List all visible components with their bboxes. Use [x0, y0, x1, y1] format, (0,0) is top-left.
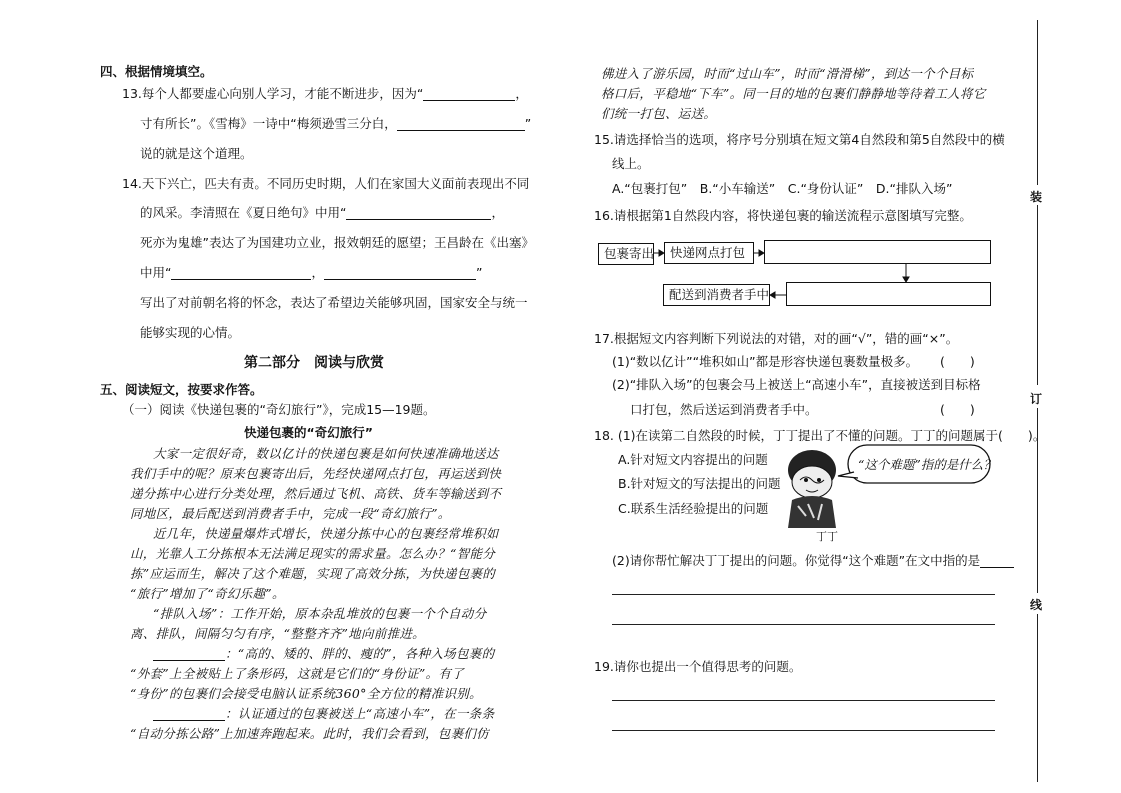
q14-comma: ， [491, 205, 504, 220]
speech-bubble-text: “这个难题”指的是什么？ [858, 457, 996, 472]
q15-line2: 线上。 [612, 156, 650, 171]
p4-blank[interactable] [153, 647, 225, 661]
q14-blank-3[interactable] [324, 266, 476, 280]
binding-line-segment-4 [1037, 614, 1038, 782]
passage-p4-line3: “身份”的包裹们会接受电脑认证系统360°全方位的精准识别。 [130, 686, 482, 701]
q18-option-a: A.针对短文内容提出的问题 [618, 452, 768, 467]
flow-box-send: 包裹寄出 [598, 243, 654, 265]
dingding-label: 丁丁 [816, 530, 838, 543]
passage-p5-line1 [153, 706, 494, 721]
q15-line1: 15.请选择恰当的选项，将序号分别填在短文第4自然段和第5自然段中的横 [594, 132, 1005, 147]
binding-mark-ding: 订 [1030, 392, 1043, 406]
passage-p5-line4: 格口后，平稳地“下车”。同一目的地的包裹们静静地等待着工人将它 [601, 86, 986, 101]
passage-p2-line3: 拣”应运而生，解决了这个难题，实现了高效分拣，为快递包裹的 [130, 566, 496, 581]
q18-part2 [612, 553, 1014, 568]
q14-blank-1[interactable] [346, 206, 491, 220]
p5-text-1: ：认证通过的包裹被送上“高速小车”，在一条条 [225, 706, 495, 721]
binding-line-vertical [1037, 20, 1038, 185]
binding-line-segment-3 [1037, 408, 1038, 593]
q18-line1: 18. (1)在读第二自然段的时候，丁丁提出了不懂的问题。丁丁的问题属于( )。 [594, 428, 1046, 443]
dingding-illustration [778, 440, 1008, 540]
flow-box-deliver: 配送到消费者手中 [663, 284, 770, 306]
q14-line6: 能够实现的心情。 [140, 325, 241, 340]
section-5-title: 五、阅读短文，按要求作答。 [100, 382, 263, 397]
q14-text-2: 的风采。李清照在《夏日绝句》中用“ [140, 205, 347, 220]
subsection-1-title: （一）阅读《快递包裹的“奇幻旅行”》，完成15—19题。 [122, 402, 436, 417]
passage-p3-line1: “排队入场”：工作开始，原本杂乱堆放的包裹一个个自动分 [153, 606, 487, 621]
q14-line2 [140, 205, 504, 220]
q13-text-1: 13.每个人都要虚心向别人学习，才能不断进步，因为“ [122, 86, 424, 101]
binding-line-segment-2 [1037, 205, 1038, 385]
q18-option-b: B.针对短文的写法提出的问题 [618, 476, 781, 491]
q17-item2-line1: (2)“排队入场”的包裹会马上被送上“高速小车”，直接被送到目标格 [612, 377, 981, 392]
q17-prompt: 17.根据短文内容判断下列说法的对错，对的画“√”，错的画“×”。 [594, 331, 959, 346]
passage-title: 快递包裹的“奇幻旅行” [244, 425, 373, 440]
q14-blank-2[interactable] [171, 266, 311, 280]
q19-prompt: 19.请你也提出一个值得思考的问题。 [594, 659, 802, 674]
q13-line1 [122, 86, 528, 101]
passage-p1-line2: 我们手中的呢？原来包裹寄出后，先经快递网点打包，再运送到快 [130, 466, 502, 481]
passage-p5-line2: “自动分拣公路”上加速奔跑起来。此时，我们会看到，包裹们仿 [130, 726, 489, 741]
binding-mark-zhuang: 装 [1030, 190, 1043, 204]
passage-p1-line4: 同地区，最后配送到消费者手中，完成一段“奇幻旅行”。 [130, 506, 451, 521]
q13-line3: 说的就是这个道理。 [140, 146, 253, 161]
binding-mark-xian: 线 [1030, 598, 1043, 612]
flow-box-blank-1[interactable] [764, 240, 991, 264]
q18-answer-line-2[interactable] [612, 624, 995, 625]
passage-p2-line2: 山，光靠人工分拣根本无法满足现实的需求量。怎么办？“智能分 [130, 546, 496, 561]
q13-blank-2[interactable] [397, 117, 525, 131]
passage-p1-line3: 递分拣中心进行分类处理，然后通过飞机、高铁、货车等输送到不 [130, 486, 502, 501]
q18-option-c: C.联系生活经验提出的问题 [618, 501, 769, 516]
q13-quote-end: ” [524, 116, 532, 131]
passage-p2-line4: “旅行”增加了“奇幻乐趣”。 [130, 586, 285, 601]
q13-comma: ， [515, 86, 528, 101]
q14-text-4c: ” [476, 265, 483, 280]
q15-options: A.“包裹打包” B.“小车输送” C.“身份认证” D.“排队入场” [612, 181, 953, 196]
q13-line2 [140, 116, 531, 131]
passage-p4-line1 [153, 646, 494, 661]
q17-item1: (1)“数以亿计”“堆积如山”都是形容快递包裹数量极多。 [612, 354, 919, 369]
passage-p1-line1: 大家一定很好奇，数以亿计的快递包裹是如何快速准确地送达 [153, 446, 499, 461]
q13-text-2: 寸有所长”。《雪梅》一诗中“梅须逊雪三分白， [140, 116, 397, 131]
q16-prompt: 16.请根据第1自然段内容，将快递包裹的输送流程示意图填写完整。 [594, 208, 972, 223]
q19-answer-line-2[interactable] [612, 730, 995, 731]
q17-item1-answer[interactable]: ( ) [940, 354, 975, 369]
q18-part2-text: (2)请你帮忙解决丁丁提出的问题。你觉得“这个难题”在文中指的是 [612, 553, 981, 568]
p5-blank[interactable] [153, 707, 225, 721]
q18-answer-line-1[interactable] [612, 594, 995, 595]
flow-box-pack: 快递网点打包 [664, 242, 754, 264]
q17-item2-answer[interactable]: ( ) [940, 402, 975, 417]
q14-text-4b: ， [311, 265, 324, 280]
p4-text-1: ：“高的、矮的、胖的、瘦的”，各种入场包裹的 [225, 646, 495, 661]
passage-p5-line5: 们统一打包、运送。 [601, 106, 717, 121]
passage-p5-line3: 佛进入了游乐园，时而“过山车”，时而“滑滑梯”，到达一个个目标 [601, 66, 974, 81]
q17-item2-line2: 口打包，然后送运到消费者手中。 [630, 402, 818, 417]
q18-part2-blank[interactable] [980, 554, 1014, 568]
q14-line3: 死亦为鬼雄”表达了为国建功立业，报效朝廷的愿望；王昌龄在《出塞》 [140, 235, 534, 250]
q14-line4 [140, 265, 482, 280]
passage-p4-line2: “外套”上全被贴上了条形码，这就是它们的“身份证”。有了 [130, 666, 464, 681]
passage-p2-line1: 近几年，快递量爆炸式增长，快递分拣中心的包裹经常堆积如 [153, 526, 499, 541]
q13-blank-1[interactable] [423, 87, 515, 101]
q19-answer-line-1[interactable] [612, 700, 995, 701]
section-4-title: 四、根据情境填空。 [100, 64, 213, 79]
flow-box-blank-2[interactable] [786, 282, 991, 306]
passage-p3-line2: 离、排队，间隔匀匀有序，“整整齐齐”地向前推进。 [130, 626, 425, 641]
part2-title: 第二部分 阅读与欣赏 [244, 355, 384, 371]
q14-line1: 14.天下兴亡，匹夫有责。不同历史时期，人们在家国大义面前表现出不同 [122, 176, 530, 191]
q14-line5: 写出了对前朝名将的怀念，表达了希望边关能够巩固，国家安全与统一 [140, 295, 528, 310]
q14-text-4a: 中用“ [140, 265, 172, 280]
